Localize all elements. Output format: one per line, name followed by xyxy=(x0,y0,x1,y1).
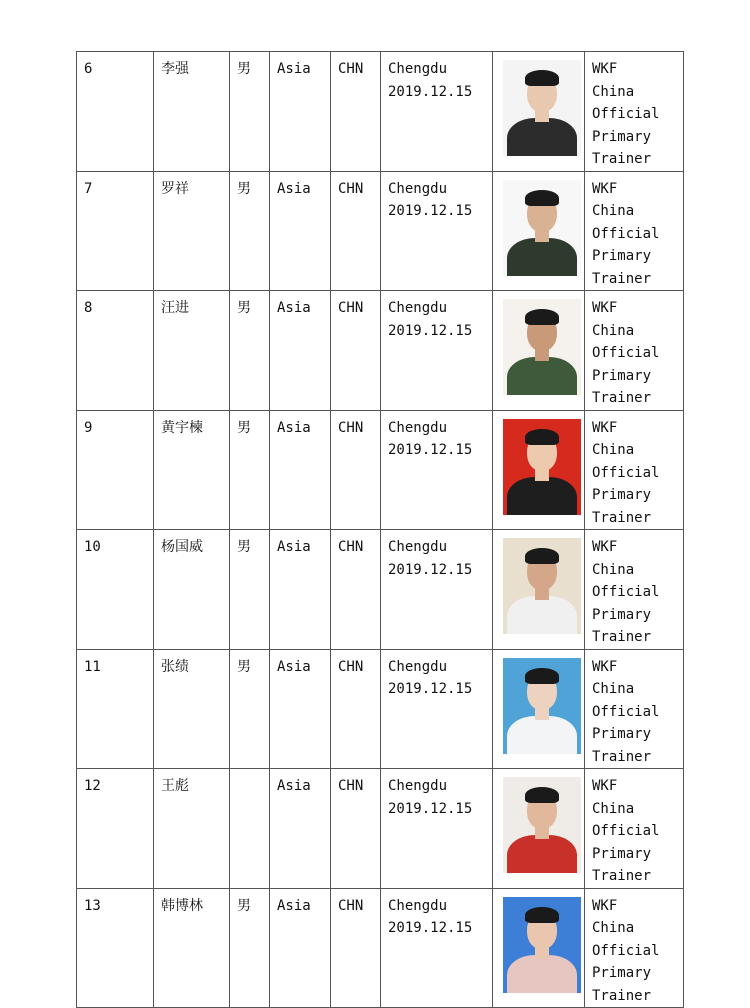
trainer-country: CHN xyxy=(331,171,381,291)
table-row xyxy=(77,888,684,1008)
row-number: 9 xyxy=(77,410,154,530)
trainer-sex xyxy=(230,769,270,889)
trainer-sex: 男 xyxy=(230,171,270,291)
table-row xyxy=(77,530,684,650)
table-row xyxy=(77,649,684,769)
table-row xyxy=(77,291,684,411)
portrait-image xyxy=(503,180,581,276)
trainer-title: WKF China Official Primary Trainer xyxy=(585,171,684,291)
trainer-name: 韩博林 xyxy=(154,888,230,1008)
trainer-country: CHN xyxy=(331,530,381,650)
trainer-region: Asia xyxy=(270,410,331,530)
trainer-title: WKF China Official Primary Trainer xyxy=(585,769,684,889)
trainer-name: 李强 xyxy=(154,52,230,172)
trainer-photo xyxy=(493,52,585,172)
portrait-image xyxy=(503,658,581,754)
trainer-country: CHN xyxy=(331,888,381,1008)
trainer-country: CHN xyxy=(331,410,381,530)
trainer-title: WKF China Official Primary Trainer xyxy=(585,888,684,1008)
trainer-name: 汪进 xyxy=(154,291,230,411)
certification-place-date: Chengdu 2019.12.15 xyxy=(381,888,493,1008)
certification-place-date: Chengdu 2019.12.15 xyxy=(381,171,493,291)
trainer-region: Asia xyxy=(270,649,331,769)
trainer-name: 杨国威 xyxy=(154,530,230,650)
trainer-roster-table xyxy=(76,51,684,1008)
trainer-title: WKF China Official Primary Trainer xyxy=(585,530,684,650)
trainer-title: WKF China Official Primary Trainer xyxy=(585,291,684,411)
table-row xyxy=(77,171,684,291)
roster-body xyxy=(77,52,684,1008)
row-number: 8 xyxy=(77,291,154,411)
trainer-region: Asia xyxy=(270,171,331,291)
portrait-image xyxy=(503,777,581,873)
trainer-photo xyxy=(493,291,585,411)
table-row xyxy=(77,769,684,889)
trainer-photo xyxy=(493,888,585,1008)
table-row xyxy=(77,52,684,172)
row-number: 11 xyxy=(77,649,154,769)
trainer-photo xyxy=(493,530,585,650)
trainer-photo xyxy=(493,410,585,530)
trainer-region: Asia xyxy=(270,530,331,650)
row-number: 7 xyxy=(77,171,154,291)
portrait-image xyxy=(503,419,581,515)
portrait-image xyxy=(503,897,581,993)
trainer-country: CHN xyxy=(331,649,381,769)
row-number: 6 xyxy=(77,52,154,172)
trainer-region: Asia xyxy=(270,888,331,1008)
certification-place-date: Chengdu 2019.12.15 xyxy=(381,769,493,889)
row-number: 10 xyxy=(77,530,154,650)
trainer-title: WKF China Official Primary Trainer xyxy=(585,410,684,530)
trainer-photo xyxy=(493,649,585,769)
trainer-sex: 男 xyxy=(230,649,270,769)
trainer-country: CHN xyxy=(331,291,381,411)
trainer-sex: 男 xyxy=(230,530,270,650)
row-number: 13 xyxy=(77,888,154,1008)
trainer-name: 王彪 xyxy=(154,769,230,889)
trainer-title: WKF China Official Primary Trainer xyxy=(585,52,684,172)
trainer-region: Asia xyxy=(270,52,331,172)
portrait-image xyxy=(503,299,581,395)
trainer-name: 罗祥 xyxy=(154,171,230,291)
trainer-region: Asia xyxy=(270,291,331,411)
trainer-region: Asia xyxy=(270,769,331,889)
trainer-sex: 男 xyxy=(230,888,270,1008)
certification-place-date: Chengdu 2019.12.15 xyxy=(381,410,493,530)
trainer-country: CHN xyxy=(331,769,381,889)
trainer-sex: 男 xyxy=(230,410,270,530)
trainer-name: 张绩 xyxy=(154,649,230,769)
certification-place-date: Chengdu 2019.12.15 xyxy=(381,291,493,411)
trainer-photo xyxy=(493,769,585,889)
table-row xyxy=(77,410,684,530)
certification-place-date: Chengdu 2019.12.15 xyxy=(381,530,493,650)
trainer-country: CHN xyxy=(331,52,381,172)
trainer-sex: 男 xyxy=(230,52,270,172)
trainer-title: WKF China Official Primary Trainer xyxy=(585,649,684,769)
certification-place-date: Chengdu 2019.12.15 xyxy=(381,649,493,769)
portrait-image xyxy=(503,60,581,156)
trainer-photo xyxy=(493,171,585,291)
certification-place-date: Chengdu 2019.12.15 xyxy=(381,52,493,172)
trainer-name: 黄宇楝 xyxy=(154,410,230,530)
portrait-image xyxy=(503,538,581,634)
row-number: 12 xyxy=(77,769,154,889)
trainer-sex: 男 xyxy=(230,291,270,411)
